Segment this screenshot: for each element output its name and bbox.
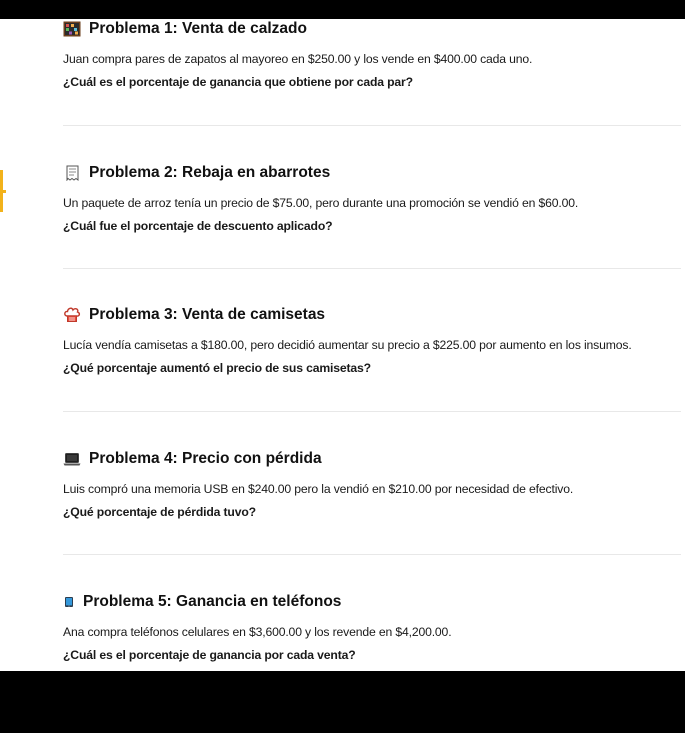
problem-3-statement: Lucía vendía camisetas a $180.00, pero decidió aumentar su precio a $225.00 por aumento en los insumos. [63, 338, 632, 352]
abacus-icon [63, 21, 81, 37]
problem-4-question: ¿Qué porcentaje de pérdida tuvo? [63, 505, 256, 519]
problem-3-title: Problema 3: Venta de camisetas [89, 306, 326, 323]
problem-2-question: ¿Cuál fue el porcentaje de descuento aplicado? [63, 219, 333, 233]
problem-1-statement: Juan compra pares de zapatos al mayoreo en $250.00 y los vende en $400.00 cada uno. [63, 52, 533, 66]
chef-hat-icon [63, 307, 81, 323]
problem-5-statement: Ana compra teléfonos celulares en $3,600.00 y los revende en $4,200.00. [63, 625, 452, 639]
side-marker [0, 170, 6, 212]
problem-1-title: Problema 1: Venta de calzado [89, 20, 307, 37]
problem-4-statement: Luis compró una memoria USB en $240.00 pero la vendió en $210.00 por necesidad de efectivo. [63, 482, 574, 496]
problem-3 [63, 305, 683, 375]
mobile-phone-icon [63, 594, 75, 610]
problem-5-title: Problema 5: Ganancia en teléfonos [83, 593, 342, 610]
receipt-icon [63, 165, 81, 181]
problem-3-question: ¿Qué porcentaje aumentó el precio de sus camisetas? [63, 361, 371, 375]
problem-1-question: ¿Cuál es el porcentaje de ganancia que obtiene por cada par? [63, 75, 413, 89]
problem-4 [63, 449, 683, 519]
problem-5-question: ¿Cuál es el porcentaje de ganancia por cada venta? [63, 648, 356, 662]
problem-2 [63, 163, 683, 233]
problem-4-title: Problema 4: Precio con pérdida [89, 450, 322, 467]
divider [63, 125, 681, 126]
laptop-icon [63, 451, 81, 467]
problem-2-heading [63, 163, 683, 183]
bottom-black-bar [0, 671, 685, 733]
problem-1-heading [63, 19, 683, 39]
divider [63, 554, 681, 555]
divider [63, 411, 681, 412]
problem-1 [63, 19, 683, 89]
problem-2-statement: Un paquete de arroz tenía un precio de $75.00, pero durante una promoción se vendió en $60.00. [63, 196, 579, 210]
top-black-bar [0, 0, 685, 19]
divider [63, 268, 681, 269]
problem-3-heading [63, 305, 683, 325]
problem-5-heading [63, 592, 683, 612]
document-page [0, 19, 685, 671]
problem-4-heading [63, 449, 683, 469]
problem-5 [63, 592, 683, 662]
problem-2-title: Problema 2: Rebaja en abarrotes [89, 164, 331, 181]
